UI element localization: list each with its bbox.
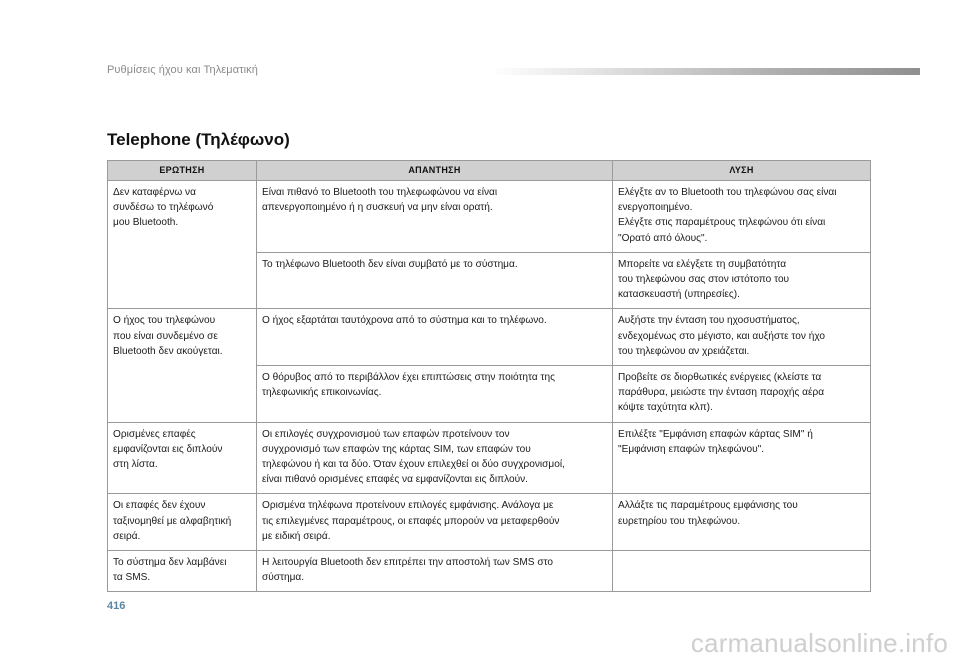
text-line: "Εμφάνιση επαφών τηλεφώνου". bbox=[618, 443, 765, 455]
text-line: Είναι πιθανό το Bluetooth του τηλεφωφώνου να είναι bbox=[262, 187, 498, 198]
text-line: σειρά. bbox=[113, 530, 141, 542]
text-line: τα SMS. bbox=[113, 572, 151, 584]
solution-cell bbox=[613, 422, 871, 494]
text-line: τηλεφωνικής επικοινωνίας. bbox=[262, 387, 382, 399]
header-gradient-bar bbox=[490, 68, 920, 75]
text-line: είναι πιθανό ορισμένες επαφές να εμφανίζονται εις διπλούν. bbox=[262, 474, 528, 486]
text-line: Ο θόρυβος από το περιβάλλον έχει επιπτώσεις στην ποιότητα της bbox=[262, 372, 555, 384]
text-line: Αυξήστε την ένταση του ηχοσυστήματος, bbox=[618, 315, 800, 327]
table-header-row bbox=[108, 161, 871, 181]
text-line: ενδεχομένως στο μέγιστο, και αυξήστε τον ήχο bbox=[618, 330, 825, 342]
text-line: Δεν καταφέρνω να bbox=[113, 187, 196, 198]
solution-cell bbox=[613, 309, 871, 366]
solution-cell bbox=[613, 494, 871, 551]
text-line: Το σύστημα δεν λαμβάνει bbox=[113, 557, 227, 569]
watermark: carmanualsonline.info bbox=[690, 628, 948, 658]
text-line: Επιλέξτε "Εμφάνιση επαφών κάρτας SIM" ή bbox=[618, 428, 813, 440]
text-line: συνδέσω το τηλέφωνό bbox=[113, 202, 214, 214]
table-row bbox=[108, 181, 871, 253]
text-line: τηλεφώνου ή και τα δύο. Όταν έχουν επιλεχθεί οι δύο συγχρονισμοί, bbox=[262, 459, 565, 471]
answer-cell bbox=[257, 309, 613, 366]
solution-cell bbox=[613, 551, 871, 592]
table-row bbox=[108, 422, 871, 494]
text-line: Προβείτε σε διορθωτικές ενέργειες (κλείστε τα bbox=[618, 372, 822, 384]
question-cell bbox=[108, 181, 257, 309]
page-title: Telephone (Τηλέφωνο) bbox=[107, 130, 290, 149]
table-row bbox=[108, 309, 871, 366]
text-line: του τηλεφώνου σας στον ιστότοπο του bbox=[618, 274, 790, 286]
text-line: Η λειτουργία Bluetooth δεν επιτρέπει την αποστολή των SMS στο bbox=[262, 557, 554, 569]
section-header: Ρυθμίσεις ήχου και Τηλεματική bbox=[107, 64, 258, 76]
question-cell bbox=[108, 309, 257, 422]
table-row bbox=[108, 494, 871, 551]
text-line: Ο ήχος του τηλεφώνου bbox=[113, 315, 216, 327]
text-line: συγχρονισμό των επαφών της κάρτας SIM, των επαφών του bbox=[262, 443, 531, 455]
faq-table bbox=[107, 160, 871, 592]
answer-cell bbox=[257, 422, 613, 494]
text-line: Ελέγξτε στις παραμέτρους τηλεφώνου ότι είναι bbox=[618, 217, 826, 229]
text-line: ευρετηρίου του τηλεφώνου. bbox=[618, 515, 741, 527]
table-row bbox=[108, 551, 871, 592]
page-number: 416 bbox=[107, 600, 126, 612]
text-line: Οι επαφές δεν έχουν bbox=[113, 500, 206, 512]
text-line: μου Bluetooth. bbox=[113, 217, 179, 229]
text-line: Αλλάξτε τις παραμέτρους εμφάνισης του bbox=[618, 500, 798, 512]
text-line: παράθυρα, μειώστε την ένταση παροχής αέρα bbox=[618, 387, 825, 399]
answer-cell bbox=[257, 494, 613, 551]
text-line: σύστημα. bbox=[262, 572, 305, 584]
solution-cell bbox=[613, 252, 871, 309]
text-line: που είναι συνδεμένο σε bbox=[113, 330, 218, 342]
text-line: Ορισμένες επαφές bbox=[113, 428, 196, 440]
text-line: στη λίστα. bbox=[113, 459, 158, 471]
question-cell bbox=[108, 494, 257, 551]
question-cell bbox=[108, 551, 257, 592]
text-line: Το τηλέφωνο Bluetooth δεν είναι συμβατό με το σύστημα. bbox=[262, 258, 518, 270]
text-line: Ορισμένα τηλέφωνα προτείνουν επιλογές εμφάνισης. Ανάλογα με bbox=[262, 500, 554, 512]
column-header-question: ΕΡΩΤΗΣΗ bbox=[108, 161, 257, 181]
text-line: κόψτε ταχύτητα κλπ). bbox=[618, 402, 713, 414]
text-line: Bluetooth δεν ακούγεται. bbox=[113, 345, 223, 357]
answer-cell bbox=[257, 551, 613, 592]
text-line: "Ορατό από όλους". bbox=[618, 232, 708, 244]
answer-cell bbox=[257, 181, 613, 253]
column-header-answer: ΑΠΑΝΤΗΣΗ bbox=[257, 161, 613, 181]
text-line: τις επιλεγμένες παραμέτρους, οι επαφές μπορούν να μεταφερθούν bbox=[262, 515, 560, 527]
text-line: με ειδική σειρά. bbox=[262, 530, 331, 542]
text-line: Οι επιλογές συγχρονισμού των επαφών προτείνουν τον bbox=[262, 428, 510, 440]
answer-cell bbox=[257, 366, 613, 423]
answer-cell bbox=[257, 252, 613, 309]
text-line: Ελέγξτε αν το Bluetooth του τηλεφώνου σας είναι bbox=[618, 187, 837, 198]
question-cell bbox=[108, 422, 257, 494]
solution-cell bbox=[613, 181, 871, 253]
text-line: Ο ήχος εξαρτάται ταυτόχρονα από το σύστημα και το τηλέφωνο. bbox=[262, 315, 547, 327]
text-line: ενεργοποιημένο. bbox=[618, 202, 693, 214]
text-line: απενεργοποιημένο ή η συσκευή να μην είναι ορατή. bbox=[262, 202, 493, 214]
text-line: κατασκευαστή (υπηρεσίες). bbox=[618, 289, 740, 301]
text-line: εμφανίζονται εις διπλούν bbox=[113, 443, 223, 455]
solution-cell bbox=[613, 366, 871, 423]
text-line: του τηλεφώνου αν χρειάζεται. bbox=[618, 345, 750, 357]
text-line: ταξινομηθεί με αλφαβητική bbox=[113, 515, 232, 527]
column-header-solution: ΛΥΣΗ bbox=[613, 161, 871, 181]
text-line: Μπορείτε να ελέγξετε τη συμβατότητα bbox=[618, 258, 787, 270]
